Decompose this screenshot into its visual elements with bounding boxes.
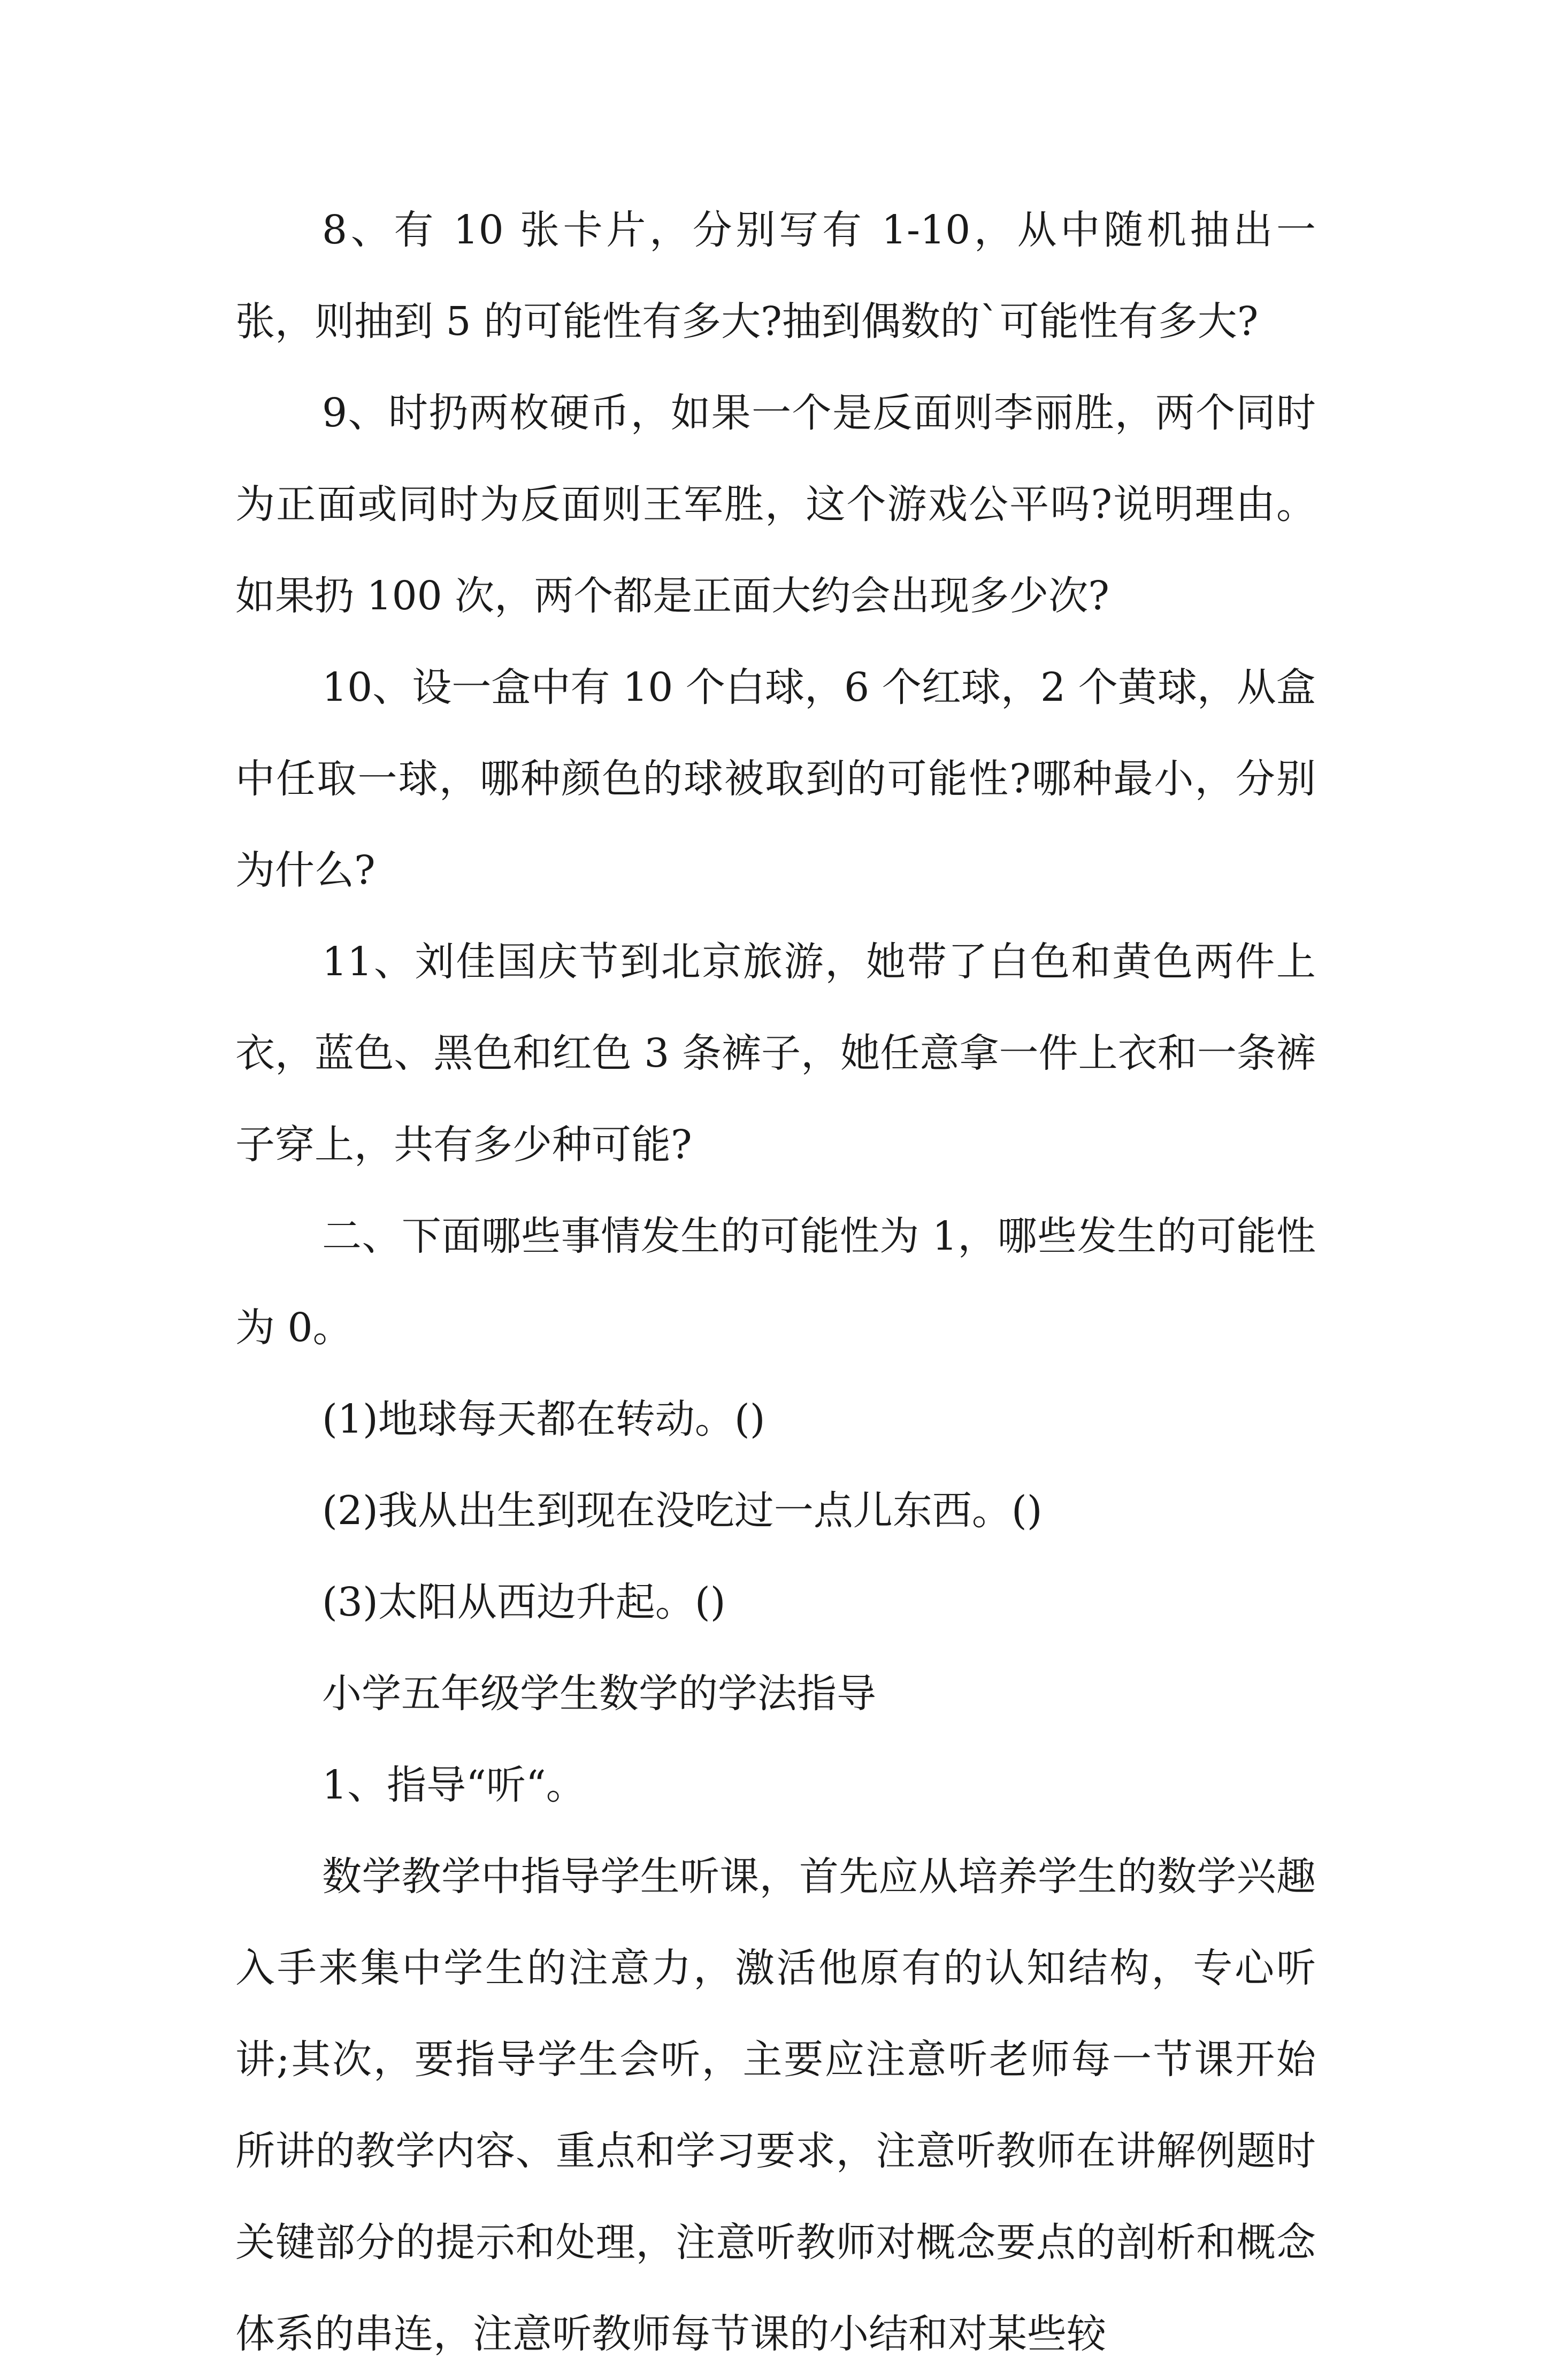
guide-listen-paragraph: 数学教学中指导学生听课，首先应从培养学生的数学兴趣入手来集中学生的注意力，激活他原有的认知结构，专心听讲;其次，要指导学生会听，主要应注意听老师每一节课开始所讲的教学内容、重点和学习要求，注意听教师在讲解例题时关键部分的提示和处理，注意听教师对概念要点的剖析和概念体系的串连，注意听教师每节课的小结和对某些较 (235, 1854, 1316, 2357)
question-9-paragraph: 9、时扔两枚硬币，如果一个是反面则李丽胜，两个同时为正面或同时为反面则王军胜，这个游戏公平吗?说明理由。如果扔 100 次，两个都是正面大约会出现多少次? (235, 390, 1316, 619)
question-8-paragraph: 8、有 10 张卡片，分别写有 1-10，从中随机抽出一张，则抽到 5 的可能性有多大?抽到偶数的`可能性有多大? (235, 207, 1316, 345)
guide-listen-heading: 1、指导“听“。 (322, 1762, 586, 1808)
section-two-heading: 二、下面哪些事情发生的可能性为 1，哪些发生的可能性为 0。 (235, 1213, 1316, 1351)
question-11-paragraph: 11、刘佳国庆节到北京旅游，她带了白色和黄色两件上衣，蓝色、黑色和红色 3 条裤子，她任意拿一件上衣和一条裤子穿上，共有多少种可能? (235, 939, 1316, 1168)
document-body (235, 185, 1316, 2380)
study-guide-heading: 小学五年级学生数学的学法指导 (322, 1671, 876, 1717)
question-10-paragraph: 10、设一盒中有 10 个白球，6 个红球，2 个黄球，从盒中任取一球，哪种颜色的球被取到的可能性?哪种最小，分别为什么? (235, 664, 1316, 893)
item-2: (2)我从出生到现在没吃过一点儿东西。() (322, 1488, 1043, 1534)
item-1: (1)地球每天都在转动。() (322, 1396, 765, 1442)
item-3: (3)太阳从西边升起。() (322, 1579, 726, 1625)
